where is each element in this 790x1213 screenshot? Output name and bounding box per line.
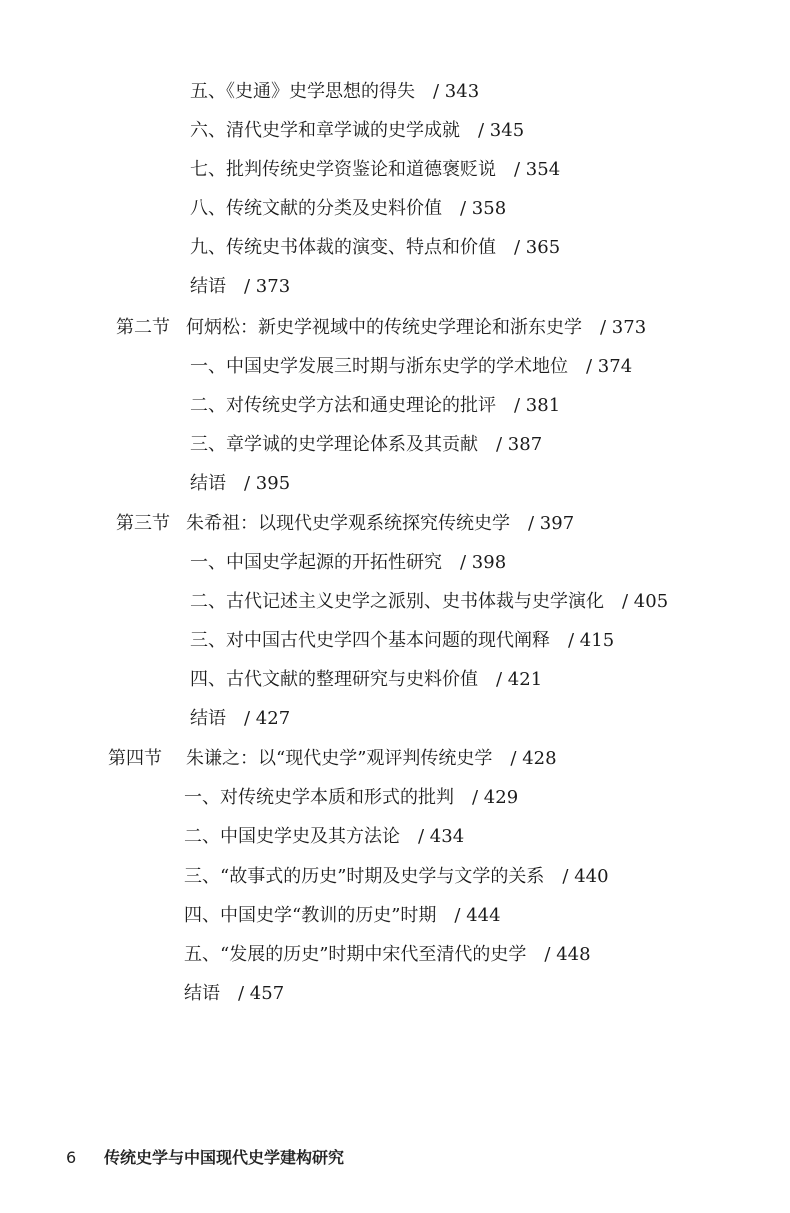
entry-page-number: 358 — [471, 198, 507, 219]
page-separator: / — [496, 159, 526, 180]
entry-title: 结语 — [190, 708, 226, 729]
toc-entry — [184, 904, 501, 928]
entry-page-number: 429 — [483, 787, 519, 808]
page-separator: / — [460, 120, 490, 141]
entry-page-number: 434 — [429, 826, 465, 847]
toc-entry — [190, 158, 560, 182]
toc-entry — [190, 551, 506, 575]
page-separator: / — [400, 826, 430, 847]
toc-entry — [190, 197, 506, 221]
page-separator: / — [226, 276, 256, 297]
toc-entry — [190, 275, 290, 299]
entry-page-number: 427 — [255, 708, 291, 729]
page-separator: / — [415, 81, 445, 102]
entry-page-number: 448 — [556, 944, 591, 965]
entry-page-number: 428 — [522, 748, 557, 769]
toc-entry — [190, 355, 632, 379]
entry-page-number: 381 — [525, 395, 561, 416]
entry-title: 一、对传统史学本质和形式的批判 — [184, 787, 454, 808]
section-label: 第三节 — [116, 513, 170, 534]
entry-title: 朱谦之：以“现代史学”观评判传统史学 — [186, 748, 493, 769]
entry-title: 二、对传统史学方法和通史理论的批评 — [190, 395, 496, 416]
page-separator: / — [526, 944, 557, 965]
running-title: 传统史学与中国现代史学建构研究 — [104, 1148, 345, 1167]
entry-page-number: 373 — [255, 276, 291, 297]
toc-entry — [190, 472, 290, 496]
entry-title: 三、章学诚的史学理论体系及其贡献 — [190, 434, 478, 455]
toc-entry — [184, 825, 464, 849]
entry-page-number: 387 — [507, 434, 543, 455]
entry-page-number: 440 — [574, 866, 609, 887]
entry-page-number: 415 — [579, 630, 615, 651]
page-separator: / — [226, 708, 256, 729]
toc-entry — [190, 236, 560, 260]
toc-entry — [184, 982, 284, 1006]
entry-page-number: 444 — [466, 905, 501, 926]
entry-title: 朱希祖：以现代史学观系统探究传统史学 — [186, 513, 510, 534]
entry-title: 三、对中国古代史学四个基本问题的现代阐释 — [190, 630, 550, 651]
page-separator: / — [496, 395, 526, 416]
toc-entry — [190, 629, 614, 653]
entry-title: 何炳松：新史学视域中的传统史学理论和浙东史学 — [186, 317, 582, 338]
page-separator: / — [220, 983, 250, 1004]
entry-page-number: 457 — [249, 983, 285, 1004]
toc-section-heading — [108, 747, 557, 771]
entry-title: 六、清代史学和章学诚的史学成就 — [190, 120, 460, 141]
entry-page-number: 345 — [489, 120, 525, 141]
page-separator: / — [442, 198, 472, 219]
toc-entry — [190, 119, 524, 143]
page-separator: / — [550, 630, 580, 651]
toc-entry — [184, 943, 591, 967]
entry-title: 七、批判传统史学资鉴论和道德褒贬说 — [190, 159, 496, 180]
page-separator: / — [492, 748, 523, 769]
toc-entry — [190, 668, 542, 692]
entry-title: 一、中国史学起源的开拓性研究 — [190, 552, 442, 573]
entry-title: 结语 — [190, 473, 226, 494]
page-separator: / — [496, 237, 526, 258]
entry-title: 结语 — [184, 983, 220, 1004]
toc-entry — [184, 865, 609, 889]
entry-page-number: 397 — [539, 513, 575, 534]
page-separator: / — [582, 317, 612, 338]
page-footer — [66, 1147, 344, 1169]
entry-title: 五、《史通》史学思想的得失 — [190, 81, 415, 102]
toc-entry — [190, 707, 290, 731]
page-separator: / — [478, 669, 508, 690]
entry-title: 五、“发展的历史”时期中宋代至清代的史学 — [184, 944, 527, 965]
toc-entry — [184, 786, 518, 810]
page-separator: / — [510, 513, 540, 534]
entry-title: 八、传统文献的分类及史料价值 — [190, 198, 442, 219]
page-number: 6 — [66, 1148, 77, 1167]
page-separator: / — [436, 905, 467, 926]
section-label: 第二节 — [116, 317, 170, 338]
toc-entry — [190, 80, 479, 104]
page-separator: / — [442, 552, 472, 573]
page-separator: / — [478, 434, 508, 455]
page-separator: / — [604, 591, 634, 612]
section-label: 第四节 — [108, 748, 162, 769]
toc-section-heading — [116, 512, 574, 536]
toc-entry — [190, 433, 542, 457]
entry-title: 二、古代记述主义史学之派别、史书体裁与史学演化 — [190, 591, 604, 612]
entry-title: 四、中国史学“教训的历史”时期 — [184, 905, 437, 926]
toc-entry — [190, 590, 668, 614]
toc-entry — [190, 394, 560, 418]
entry-title: 结语 — [190, 276, 226, 297]
entry-page-number: 374 — [597, 356, 633, 377]
entry-page-number: 365 — [525, 237, 561, 258]
page-separator: / — [226, 473, 256, 494]
toc-section-heading — [116, 316, 646, 340]
entry-title: 一、中国史学发展三时期与浙东史学的学术地位 — [190, 356, 568, 377]
entry-page-number: 398 — [471, 552, 507, 573]
entry-page-number: 343 — [444, 81, 480, 102]
entry-page-number: 373 — [611, 317, 647, 338]
entry-page-number: 421 — [507, 669, 543, 690]
entry-title: 九、传统史书体裁的演变、特点和价值 — [190, 237, 496, 258]
entry-title: 四、古代文献的整理研究与史料价值 — [190, 669, 478, 690]
page-separator: / — [544, 866, 575, 887]
entry-page-number: 405 — [633, 591, 669, 612]
entry-title: 二、中国史学史及其方法论 — [184, 826, 400, 847]
entry-page-number: 354 — [525, 159, 561, 180]
page-separator: / — [454, 787, 484, 808]
entry-page-number: 395 — [255, 473, 291, 494]
entry-title: 三、“故事式的历史”时期及史学与文学的关系 — [184, 866, 545, 887]
page-separator: / — [568, 356, 598, 377]
